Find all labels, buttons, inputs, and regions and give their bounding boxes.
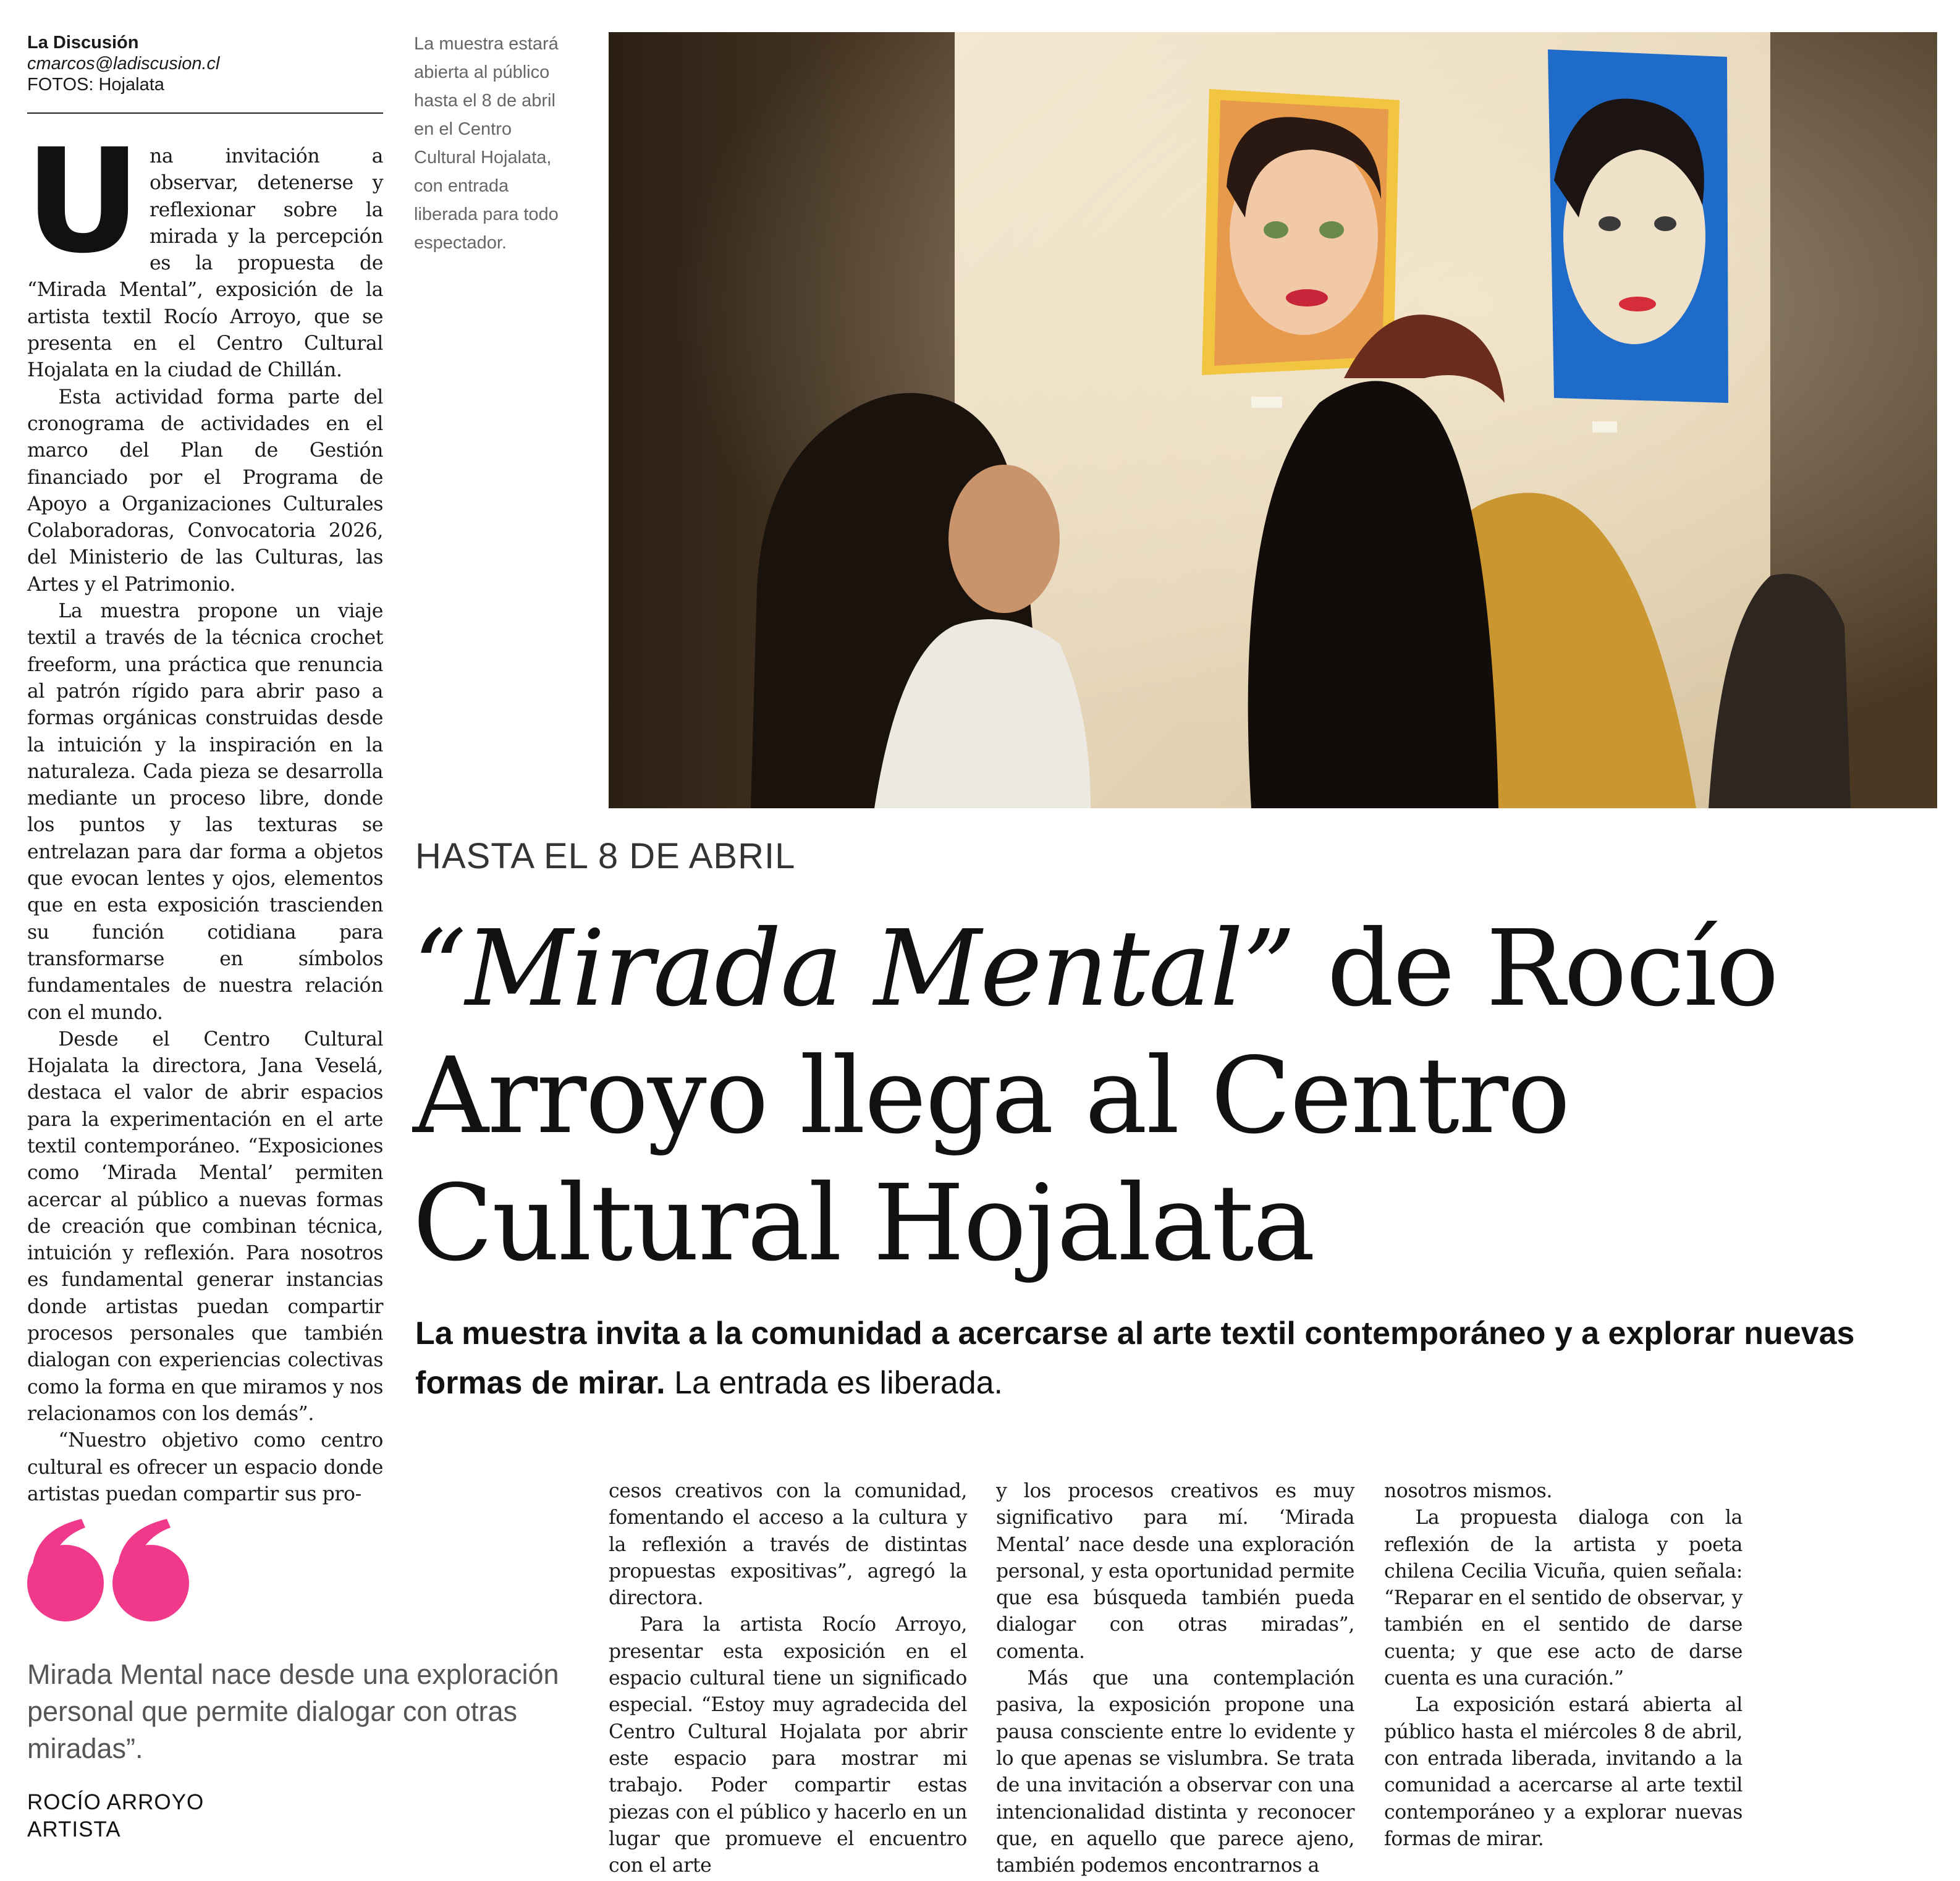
byline-photos-credit: Hojalata [98, 75, 164, 95]
paragraph: Desde el Centro Cultural Hojalata la directora, Jana Veselá, destaca el valor de abrir espacios para la experimentación en el arte textil contemporáneo. “Exposiciones como ‘Mirada Mental’ permiten acercar al público a nuevas formas de creación que combinan técnica, intuición y reflexión. Para nosotros es fundamental generar instancias donde artistas puedan compartir procesos personales que también dialogan con experiencias colectivas como la forma en que miramos y nos relacionamos con los demás”. [27, 1028, 383, 1425]
dek [415, 1309, 1935, 1408]
paragraph: cesos creativos con la comunidad, fomentando el acceso a la cultura y la reflexión a través de distintas propuestas expositivas”, agregó la directora. [609, 1480, 967, 1610]
dek-lead: La muestra invita a la comunidad a acercarse al arte textil contemporáneo y a explorar nuevas formas de mirar. [415, 1316, 1855, 1401]
paragraph: La muestra propone un viaje textil a través de la técnica crochet freeform, una práctica que renuncia al patrón rígido para abrir paso a formas orgánicas construidas desde la intuición y la inspiración en la naturaleza. Cada pieza se desarrolla mediante un proceso libre, donde los puntos y las texturas se entrelazan para dar forma a objetos que evocan lentes y ojos, elementos que en esta exposición trascienden su función cotidiana para transformarse en símbolos fundamentales de nuestra relación con el mundo. [27, 600, 383, 1024]
byline [27, 32, 386, 95]
exhibition-photo-illustration [609, 32, 1937, 808]
photo-caption: La muestra estará abierta al público hasta el 8 de abril en el Centro Cultural Hojalata, con entrada liberada para todo espectador. [414, 34, 559, 253]
paragraph: La propuesta dialoga con la reflexión de la artista y poeta chilena Cecilia Vicuña, quien señala: “Reparar en el sentido de observar, y también en el sentido de darse cuenta; y que ese acto de darse cuenta es una curación.” [1384, 1507, 1742, 1690]
paragraph: Esta actividad forma parte del cronograma de actividades en el marco del Plan de Gestión financiado por el Programa de Apoyo a Organizaciones Culturales Colaboradoras, Convocatoria 2026, del Ministerio de las Culturas, las Artes y el Patrimonio. [27, 386, 383, 596]
byline-photos-label: FOTOS: [27, 75, 94, 95]
headline-line-3: Cultural Hojalata [413, 1162, 1314, 1285]
headline-line-2: Arroyo llega al Centro [413, 1035, 1569, 1157]
paragraph: “Nuestro objetivo como centro cultural es ofrecer un espacio donde artistas puedan compartir sus pro- [27, 1429, 383, 1505]
paragraph: Más que una contemplación pasiva, la exposición propone una pausa consciente entre lo evidente y lo que apenas se vislumbra. Se trata de una invitación a observar con una intencionalidad distinta y reconocer que, en aquello que parece ajeno, también podemos encontrarnos a [996, 1667, 1354, 1877]
headline [413, 905, 1896, 1287]
exhibition-photo [609, 32, 1937, 808]
portrait-painting-2 [1548, 49, 1728, 403]
quote-mark-icon [27, 1519, 194, 1624]
paragraph: na invitación a observar, detenerse y reflexionar sobre la mirada y la percepción es la propuesta de “Mirada Mental”, exposición de la artista textil Rocío Arroyo, que se presenta en el Centro Cultural Hojalata en la ciudad de Chillán. [27, 145, 383, 382]
pull-quote-text: Mirada Mental nace desde una exploración personal que permite dialogar con otras miradas”. [27, 1659, 559, 1764]
article-column-3 [996, 1478, 1354, 1879]
paragraph: La exposición estará abierta al público hasta el miércoles 8 de abril, con entrada liberada, invitando a la comunidad a acercarse al arte textil contemporáneo y a explorar nuevas formas de mirar. [1384, 1694, 1742, 1850]
headline-line-1 [413, 905, 1896, 1033]
article-column-2 [609, 1478, 967, 1879]
quote-mark-icon-svg [27, 1519, 194, 1624]
headline-line-1-rest: de Rocío [1295, 908, 1778, 1030]
byline-photos [27, 74, 386, 95]
headline-italic: “Mirada Mental” [413, 908, 1295, 1030]
kicker: HASTA EL 8 DE ABRIL [415, 836, 796, 876]
paragraph: Para la artista Rocío Arroyo, presentar esta exposición en el espacio cultural tiene un significado especial. “Estoy muy agradecida del Centro Cultural Hojalata por abrir este espacio para mostrar mi trabajo. Poder compartir estas piezas con el público y hacerlo en un lugar que promueve el encuentro con el arte [609, 1613, 967, 1877]
drop-cap: U [25, 118, 141, 285]
pull-quote-role: ARTISTA [27, 1817, 121, 1841]
byline-outlet: La Discusión [27, 33, 139, 53]
article-column-1 [25, 118, 383, 1508]
byline-divider [27, 112, 383, 114]
paragraph: y los procesos creativos es muy significativo para mí. ‘Mirada Mental’ nace desde una exploración personal, y esta oportunidad permite que esa búsqueda también pueda dialogar con otras miradas”, comenta. [996, 1480, 1354, 1663]
byline-email[interactable]: cmarcos@ladiscusion.cl [27, 54, 220, 74]
paragraph: nosotros mismos. [1384, 1480, 1552, 1502]
dek-tail: La entrada es liberada. [665, 1365, 1003, 1401]
pull-quote-attribution [27, 1789, 204, 1843]
pull-quote-name: ROCÍO ARROYO [27, 1790, 205, 1814]
portrait-painting-1 [1202, 89, 1400, 375]
article-column-4 [1384, 1478, 1742, 1853]
